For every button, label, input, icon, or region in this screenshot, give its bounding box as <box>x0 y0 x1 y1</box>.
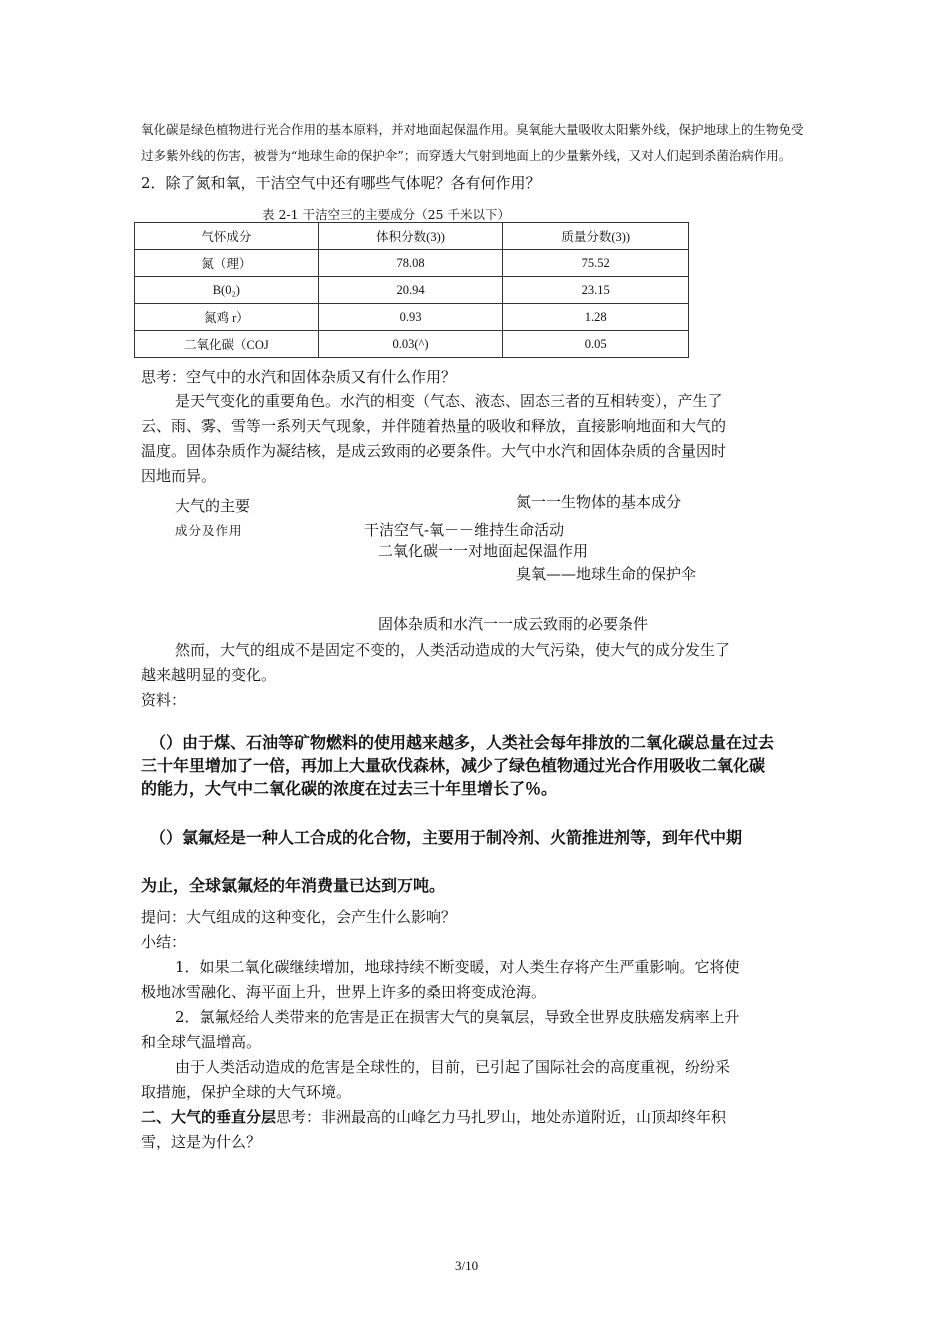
table-cell: 氮（理） <box>135 250 319 277</box>
table-cell: 78.08 <box>318 250 503 277</box>
para-line: 取措施，保护全球的大气环境。 <box>141 1083 352 1101</box>
para-line: 然而，大气的组成不是固定不变的，人类活动造成的大气污染，使大气的成分发生了 <box>175 641 731 659</box>
table-cell: B(0₂) <box>135 277 319 304</box>
table-cell: 1.28 <box>503 304 689 331</box>
table-cell: 75.52 <box>503 250 689 277</box>
summary-label: 大气的主要 <box>175 497 251 515</box>
section-heading: 二、大气的垂直分层 <box>141 1108 277 1126</box>
para-line: 雪，这是为什么？ <box>141 1133 262 1151</box>
table-cell: 0.03(^) <box>318 331 503 358</box>
table-header: 质量分数(3)) <box>503 223 689 250</box>
table-header: 体积分数(3)) <box>318 223 503 250</box>
summary-ozone: 臭氧——地球生命的保护伞 <box>516 565 697 583</box>
para-line: 和全球气温增高。 <box>141 1033 262 1051</box>
page-number: 3/10 <box>455 1258 479 1273</box>
summary-co2: 二氧化碳一一对地面起保温作用 <box>378 542 589 560</box>
data-line: 的能力，大气中二氧化碳的浓度在过去三十年里增长了％。 <box>141 779 558 798</box>
table-row <box>135 277 689 304</box>
section-question: 思考：非洲最高的山峰乞力马扎罗山，地处赤道附近，山顶却终年积 <box>276 1108 727 1126</box>
para-line: 是天气变化的重要角色。水汽的相变（气态、液态、固态三者的互相转变），产生了 <box>175 392 723 410</box>
question-2: 2．除了氮和氧，干洁空气中还有哪些气体呢？各有何作用？ <box>141 174 541 192</box>
table-cell: 0.93 <box>318 304 503 331</box>
data-line: （）氯氟烃是一种人工合成的化合物，主要用于制冷剂、火箭推进剂等，到年代中期 <box>150 828 743 847</box>
summary-solid: 固体杂质和水汽一一成云致雨的必要条件 <box>378 615 649 633</box>
table-cell: 20.94 <box>318 277 503 304</box>
summary-label: 成分及作用 <box>175 523 243 538</box>
intro-line-1: 氧化碳是绿色植物进行光合作用的基本原料，并对地面起保温作用。臭氧能大量吸收太阳紫外线，保护地球上的生物免受 <box>141 122 804 137</box>
data-line: 三十年里增加了一倍，再加上大量砍伐森林，减少了绿色植物通过光合作用吸收二氧化碳 <box>141 756 766 775</box>
data-line: 为止，全球氯氟烃的年消费量已达到万吨。 <box>141 876 446 895</box>
para-line: 因地而异。 <box>141 467 217 485</box>
data-line: （）由于煤、石油等矿物燃料的使用越来越多，人类社会每年排放的二氧化碳总量在过去 <box>150 733 775 752</box>
table-cell: 二氧化碳（COJ <box>135 331 319 358</box>
reference-label: 资料： <box>141 691 187 709</box>
summary-nitrogen: 氮一一生物体的基本成分 <box>516 493 682 511</box>
table-cell: 氮鸡 r） <box>135 304 319 331</box>
table-caption: 表 2-1 干洁空三的主要成分（25 千米以下） <box>262 207 510 222</box>
table-header: 气怀成分 <box>135 223 319 250</box>
summary-dry-air: 干洁空气-氧－－维持生命活动 <box>364 521 565 539</box>
think-question: 思考：空气中的水汽和固体杂质又有什么作用？ <box>141 368 457 386</box>
table-row <box>135 304 689 331</box>
para-line: 云、雨、雾、雪等一系列天气现象，并伴随着热量的吸收和释放，直接影响地面和大气的 <box>141 417 727 435</box>
para-line: 由于人类活动造成的危害是全球性的，目前，已引起了国际社会的高度重视，纷纷采 <box>175 1058 731 1076</box>
air-composition-table <box>134 222 689 358</box>
para-line: 极地冰雪融化、海平面上升，世界上许多的桑田将变成沧海。 <box>141 983 547 1001</box>
intro-line-2: 过多紫外线的伤害，被誉为“地球生命的保护伞”；而穿透大气射到地面上的少量紫外线，又对人们起到杀菌治病作用。 <box>141 148 792 163</box>
section-2-line <box>141 1106 726 1127</box>
table-cell: 23.15 <box>503 277 689 304</box>
table-row <box>135 250 689 277</box>
ask-question: 提问：大气组成的这种变化，会产生什么影响？ <box>141 908 457 926</box>
table-row <box>135 331 689 358</box>
table-cell: 0.05 <box>503 331 689 358</box>
para-line: 1．如果二氧化碳继续增加，地球持续不断变暖，对人类生存将产生严重影响。它将使 <box>175 958 740 976</box>
para-line: 温度。固体杂质作为凝结核，是成云致雨的必要条件。大气中水汽和固体杂质的含量因时 <box>141 442 727 460</box>
para-line: 2．氯氟烃给人类带来的危害是正在损害大气的臭氧层，导致全世界皮肤癌发病率上升 <box>175 1008 740 1026</box>
table-header-row <box>135 223 689 250</box>
conclusion-title: 小结： <box>141 933 187 951</box>
para-line: 越来越明显的变化。 <box>141 666 277 684</box>
